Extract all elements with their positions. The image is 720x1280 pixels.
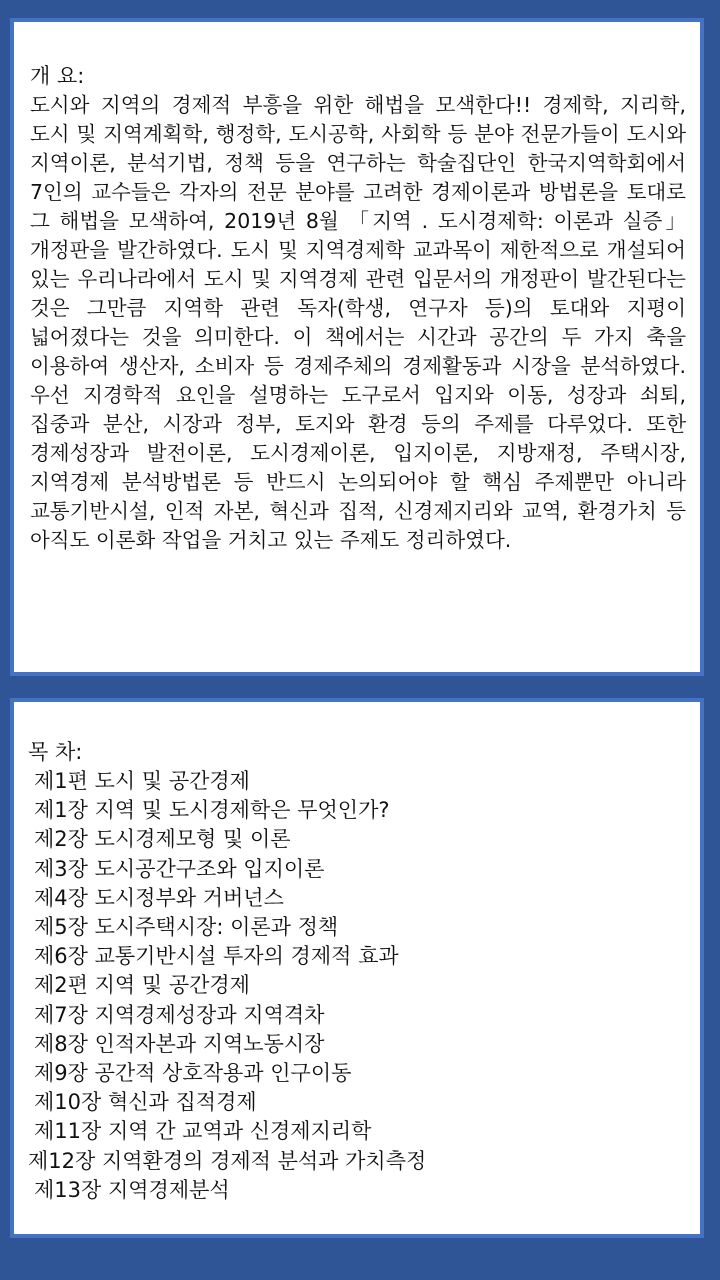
- toc-panel: [10, 698, 704, 1238]
- toc-item: 제1장 지역 및 도시경제학은 무엇인가?: [34, 798, 390, 823]
- toc-list: [28, 767, 686, 1205]
- toc-item: 제6장 교통기반시설 투자의 경제적 효과: [34, 944, 399, 969]
- toc-item: 제2장 도시경제모형 및 이론: [34, 827, 291, 852]
- toc-item: 제11장 지역 간 교역과 신경제지리학: [34, 1119, 372, 1144]
- toc-item: 제8장 인적자본과 지역노동시장: [34, 1031, 325, 1056]
- toc-item: 제3장 도시공간구조와 입지이론: [34, 856, 325, 881]
- toc-item: 제7장 지역경제성장과 지역격차: [34, 1002, 325, 1027]
- toc-heading: 목 차:: [28, 740, 83, 764]
- summary-heading: 개 요:: [30, 64, 85, 88]
- toc-item: 제4장 도시정부와 거버넌스: [34, 885, 284, 910]
- toc-item: 제5장 도시주택시장: 이론과 정책: [34, 915, 339, 940]
- toc-item: 제10장 혁신과 집적경제: [34, 1090, 257, 1115]
- toc-item: 제12장 지역환경의 경제적 분석과 가치측정: [28, 1148, 427, 1173]
- summary-body: 도시와 지역의 경제적 부흥을 위한 해법을 모색한다!! 경제학, 지리학, 도시 및 지역계획학, 행정학, 도시공학, 사회학 등 분야 전문가들이 도시와 지역이론, 분석기법, 정책 등을 연구하는 학술집단인 한국지역학회에서 7인의 교수들은 각자의 전문 분야를 고려한 경제이론과 방법론을 토대로 그 해법을 모색하여, 2019년 8월 「지역 . 도시경제학: 이론과 실증」 개정판을 발간하였다. 도시 및 지역경제학 교과목이 제한적으로 개설되어 있는 우리나라에서 도시 및 지역경제 관련 입문서의 개정판이 발간된다는 것은 그만큼 지역학 관련 독자(학생, 연구자 등)의 토대와 지평이 넓어졌다는 것을 의미한다. 이 책에서는 시간과 공간의 두 가지 축을 이용하여 생산자, 소비자 등 경제주체의 경제활동과 시장을 분석하였다. 우선 지경학적 요인을 설명하는 도구로서 입지와 이동, 성장과 쇠퇴, 집중과 분산, 시장과 정부, 토지와 환경 등의 주제를 다루었다. 또한 경제성장과 발전이론, 도시경제이론, 입지이론, 지방재정, 주택시장, 지역경제 분석방법론 등 반드시 논의되어야 할 핵심 주제뿐만 아니라 교통기반시설, 인적 자본, 혁신과 집적, 신경제지리와 교역, 환경가치 등 아직도 이론화 작업을 거치고 있는 주제도 정리하였다.: [30, 93, 686, 552]
- toc-item: 제9장 공간적 상호작용과 인구이동: [34, 1061, 352, 1086]
- toc-item: 제1편 도시 및 공간경제: [34, 769, 250, 793]
- toc-item: 제2편 지역 및 공간경제: [34, 973, 250, 998]
- summary-panel: [10, 18, 704, 676]
- toc-item: 제13장 지역경제분석: [34, 1177, 230, 1202]
